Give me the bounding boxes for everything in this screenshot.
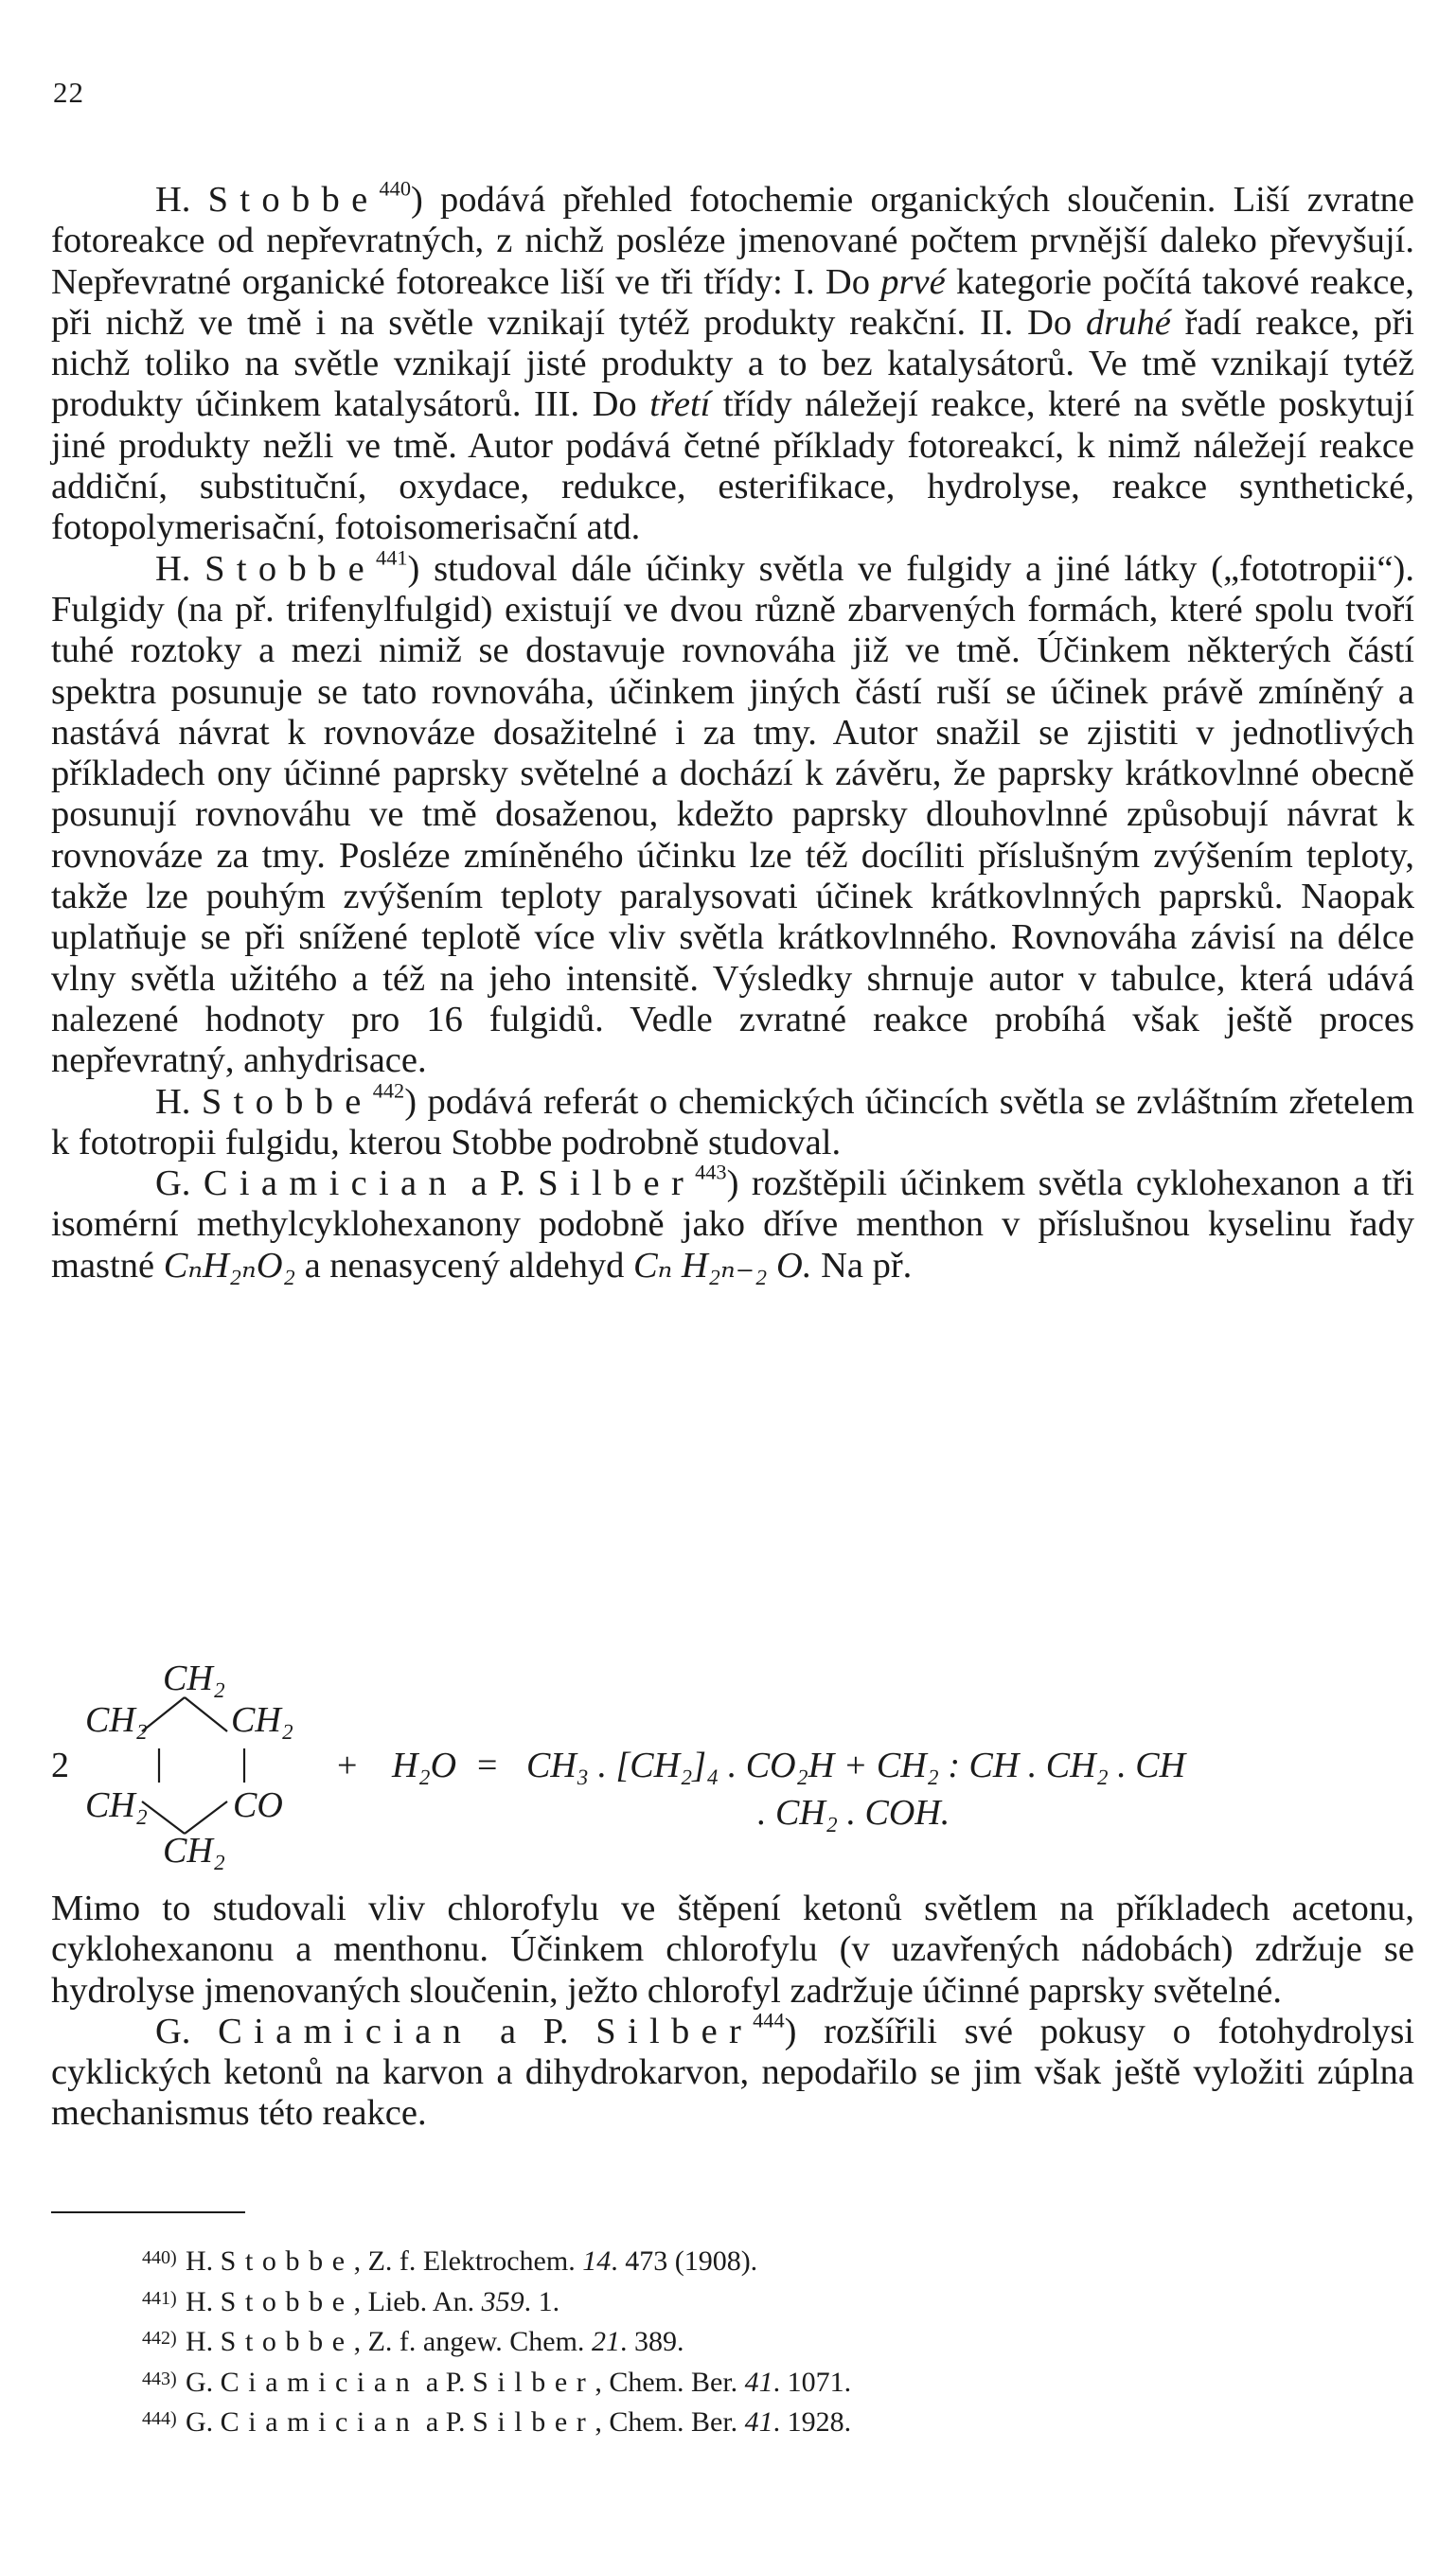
footnote-444: 444) G. Ciamician a P. Silber, Chem. Ber. 41. 1928.	[142, 2406, 852, 2438]
ring-carbonyl: CO	[233, 1785, 283, 1825]
author-name: Stobbe	[204, 548, 377, 589]
page-number: 22	[53, 76, 84, 109]
author-name: Ciamician	[218, 2011, 473, 2051]
paragraph-ciamician-1: G. Ciamician a P. Silber$^{443}$) rozštěpili účinkem světla cyklohexanon a tři isomérní methylcyklohexanony podobně jako dříve menthon v příslušnou kyselinu řady mastné CₙH₂ₙO₂ a nenasycený aldehyd Cₙ H₂ₙ₋₂ O. Na př.	[51, 1160, 1414, 1286]
water: H₂O	[392, 1746, 457, 1785]
paragraph-ciamician-2: G. Ciamician a P. Silber$^{444}$) rozšířili své pokusy o fotohydrolysi cyklických ketonů na karvon a dihydrokarvon, nepodařilo se jim však ještě vyložiti zúplna mechanismus této reakce.	[51, 2008, 1415, 2134]
author-name: Ciamician	[203, 1163, 458, 1204]
plus-sign: +	[337, 1746, 358, 1785]
products-continued: . CH₂ . COH.	[757, 1793, 950, 1833]
footnote-ref: 441	[376, 544, 408, 569]
paragraph-stobbe-1: H. Stobbe$^{440}$) podává přehled fotochemie organických sloučenin. Liší zvratne fotoreakce od nepřevratných, z nichž posléze jmenované počtem prvnější daleko převyšují. Nepřevratné organické fotoreakce liší ve tři třídy: I. Do prvé kategorie počítá takové reakce, při nichž ve tmě i na světle vznikají tytéž produkty reakční. II. Do druhé řadí reakce, při nichž toliko na světle vznikají jisté produkty a to bez katalysátorů. Ve tmě vznikají tytéž produkty účinkem katalysátorů. III. Do třetí třídy náležejí reakce, které na světle poskytují jiné produkty nežli ve tmě. Autor podává četné příklady fotoreakcí, k nimž náležejí reakce addiční, substituční, oxydace, redukce, esterifikace, hydrolyse, reakce synthetické, fotopolymerisační, fotoisomerisační atd.	[51, 176, 1414, 548]
author-name: Stobbe	[201, 1081, 373, 1122]
footnote-ref: 440	[379, 176, 412, 201]
footnote-divider	[51, 2211, 245, 2213]
footnote-ref: 442	[372, 1077, 405, 1102]
author-name: Silber	[595, 2011, 754, 2051]
ring-ch2-lower-left: CH₂	[85, 1785, 148, 1825]
main-text	[51, 176, 1415, 1286]
equals-sign: =	[477, 1746, 498, 1785]
products: CH₃ . [CH₂]₄ . CO₂H + CH₂ : CH . CH₂ . CH	[526, 1746, 1186, 1785]
footnote-441: 441) H. Stobbe, Lieb. An. 359. 1.	[142, 2285, 560, 2317]
ring-ch2-upper-left: CH₂	[85, 1700, 148, 1740]
formula-aldehyde: Cₙ H₂ₙ₋₂ O.	[633, 1245, 812, 1286]
ring-ch2-top: CH₂	[163, 1659, 225, 1698]
footnote-442: 442) H. Stobbe, Z. f. angew. Chem. 21. 389.	[142, 2326, 684, 2357]
footnote-440: 440) H. Stobbe, Z. f. Elektrochem. 14. 473 (1908).	[142, 2245, 758, 2277]
footnote-ref: 444	[753, 2008, 785, 2032]
author-name: Silber	[538, 1163, 696, 1204]
formula-acid: CₙH₂ₙO₂	[163, 1245, 295, 1286]
ring-ch2-bottom: CH₂	[163, 1831, 225, 1871]
footnotes	[142, 2240, 1373, 2441]
author-name: Stobbe	[207, 180, 380, 220]
chemical-equation	[0, 1652, 1456, 1879]
coefficient: 2	[51, 1746, 69, 1785]
footnote-ref: 443	[695, 1160, 727, 1184]
paragraph-stobbe-2: H. Stobbe$^{441}$) studoval dále účinky světla ve fulgidy a jiné látky („fototropii“). Fulgidy (na př. trifenylfulgid) existují ve dvou různě zbarvených formách, které spolu tvoří tuhé roztoky a mezi nimiž se dostavuje rovnováha již ve tmě. Účinkem některých částí spektra posunuje se tato rovnováha, účinkem jiných částí ruší se účinek právě zmíněný a nastává návrat k rovnováze dosažitelné i za tmy. Autor snažil se zjistiti v jednotlivých příkladech ony účinné paprsky světelné a dochází k závěru, že paprsky krátkovlnné obecně posunují rovnováhu ve tmě dosaženou, kdežto paprsky dlouhovlnné způsobují návrat k rovnováze za tmy. Posléze zmíněného účinku lze též docíliti příslušným zvýšením teploty, takže lze pouhým zvýšením teploty paralysovati účinek krátkovlnných paprsků. Naopak uplatňuje se při snížené teplotě více vliv světla krátkovlnného. Rovnováha závisí na délce vlny světla užitého a též na jeho intensitě. Výsledky shrnuje autor v tabulce, která udává nalezené hodnoty pro 16 fulgidů. Vedle zvratné reakce probíhá však ještě proces nepřevratný, anhydrisace.	[51, 544, 1414, 1081]
main-text-continued	[51, 1889, 1414, 2135]
paragraph-chlorophyll: Mimo to studovali vliv chlorofylu ve štěpení ketonů světlem na příkladech acetonu, cyklohexanonu a menthonu. Účinkem chlorofylu (v uzavřených nádobách) zdržuje se hydrolyse jmenovaných sloučenin, ježto chlorofyl zadržuje účinné paprsky světelné.	[51, 1889, 1414, 2011]
paragraph-stobbe-3: H. Stobbe$^{442}$) podává referát o chemických účincích světla se zvláštním zřetelem k fototropii fulgidu, kterou Stobbe podrobně studoval.	[51, 1077, 1415, 1162]
ring-ch2-upper-right: CH₂	[231, 1700, 293, 1740]
footnote-443: 443) G. Ciamician a P. Silber, Chem. Ber. 41. 1071.	[142, 2366, 852, 2398]
